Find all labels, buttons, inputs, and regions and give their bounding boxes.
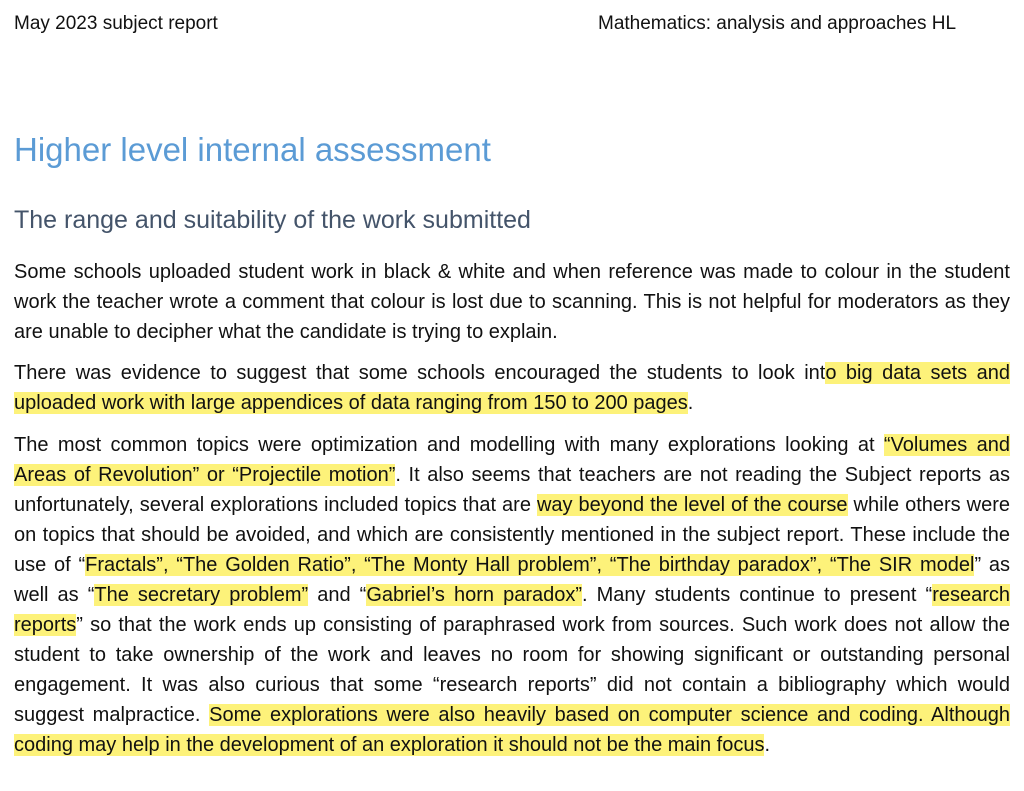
- highlight-avoided-topics: Fractals”, “The Golden Ratio”, “The Monty Hall problem”, “The birthday paradox”, “The SIR model: [85, 554, 975, 576]
- section-subtitle: The range and suitability of the work submitted: [14, 206, 531, 234]
- text-span: ” so that the work ends up consisting of paraphrased work from sources. Such work does not allow the student to take ownership of the work and leaves no room for showing significant or outstanding personal engagement. It was also curious that some “research reports” did not contain a bibliography which would suggest malpractice.: [14, 614, 1010, 726]
- report-date: May 2023 subject report: [14, 13, 218, 34]
- text-span: The most common topics were optimization and modelling with many explorations looking at: [14, 434, 884, 456]
- text-span: . Many students continue to present “: [582, 584, 933, 606]
- paragraph-topics: [14, 430, 1010, 760]
- highlight-gabriels-horn: Gabriel’s horn paradox”: [366, 584, 583, 606]
- text-span: while others were on topics that should be avoided, and which are consistently mentioned in the subject report. These include the use of “: [14, 494, 1010, 576]
- text-span: ” as well as “: [14, 554, 1011, 606]
- highlight-secretary-problem: The secretary problem”: [94, 584, 309, 606]
- paragraph-scanning: Some schools uploaded student work in black & white and when reference was made to colour in the student work the teacher wrote a comment that colour is lost due to scanning. This is not helpful for moderators as they are unable to decipher what the candidate is trying to explain.: [14, 261, 1010, 343]
- highlight-level-of-course: way beyond the level of the course: [536, 494, 848, 516]
- highlight-big-data: o big data sets and uploaded work with large appendices of data ranging from 150 to 200 pages: [14, 362, 1010, 414]
- text-span: There was evidence to suggest that some schools encouraged the students to look int: [14, 362, 826, 384]
- highlight-volumes-projectile: “Volumes and Areas of Revolution” or “Projectile motion”: [14, 434, 1011, 486]
- paragraph-big-data: [14, 358, 1010, 418]
- section-title: Higher level internal assessment: [14, 131, 491, 168]
- text-span: .: [687, 392, 694, 414]
- highlight-research-reports: research reports: [14, 584, 1010, 636]
- text-span: and “: [308, 584, 367, 606]
- text-span: .: [764, 734, 771, 756]
- highlight-computer-science: Some explorations were also heavily based on computer science and coding. Although coding may help in the development of an exploration it should not be the main focus: [14, 704, 1010, 756]
- text-span: . It also seems that teachers are not reading the Subject reports as unfortunately, several explorations included topics that are: [14, 464, 1010, 516]
- subject-name: Mathematics: analysis and approaches HL: [598, 13, 957, 34]
